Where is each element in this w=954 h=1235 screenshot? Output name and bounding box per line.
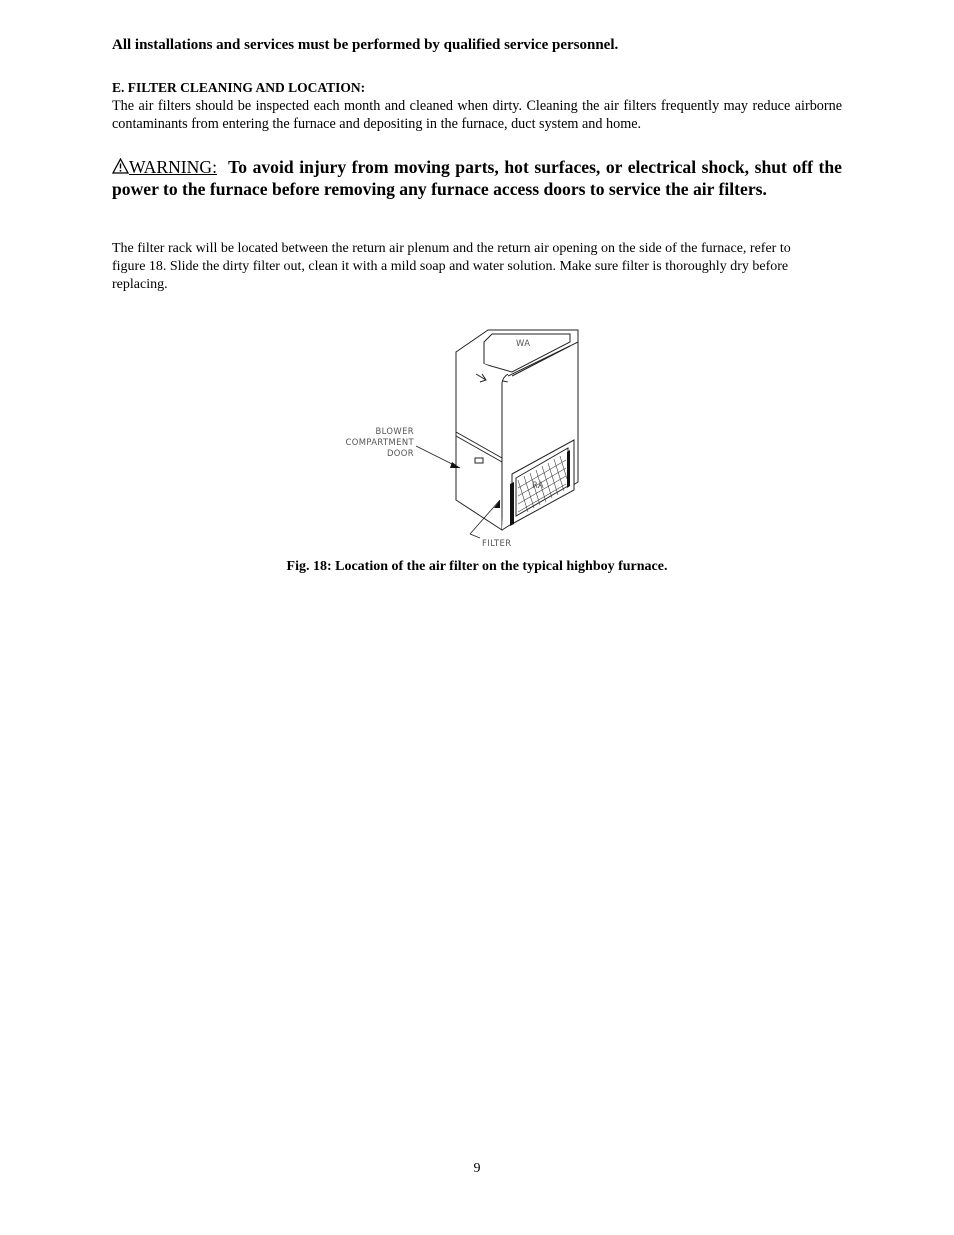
figure-caption: Fig. 18: Location of the air filter on the typical highboy furnace. bbox=[286, 559, 668, 574]
qualified-personnel-notice: All installations and services must be performed by qualified service personnel. bbox=[112, 37, 619, 53]
page-number: 9 bbox=[473, 1161, 481, 1176]
label-blower-2: COMPARTMENT bbox=[345, 437, 414, 447]
label-blower-1: BLOWER bbox=[375, 426, 414, 436]
filter-location-paragraph: The filter rack will be located between the return air plenum and the return air opening on the side of the furnace, refer to figure 18. Slide the dirty filter out, clean it with a mild soap and water solution. Make sure filter is thoroughly dry before replacing. bbox=[112, 241, 791, 292]
warning-text: To avoid injury from moving parts, hot surfaces, or electrical shock, shut off the power to the furnace before removing any furnace access doors to service the air filters. bbox=[112, 157, 842, 199]
warning-triangle-icon bbox=[112, 158, 129, 174]
furnace-diagram bbox=[334, 312, 584, 552]
furnace-figure bbox=[334, 312, 584, 552]
filter-inspection-paragraph: The air filters should be inspected each month and cleaned when dirty. Cleaning the air filters frequently may reduce airborne contaminants from entering the furnace and depositing in the furnace, duct system and home. bbox=[112, 98, 842, 132]
label-filter: FILTER bbox=[482, 538, 512, 548]
label-ra: RA bbox=[532, 480, 545, 490]
label-blower-3: DOOR bbox=[386, 448, 414, 458]
label-wa: WA bbox=[516, 338, 531, 348]
section-heading: E. FILTER CLEANING AND LOCATION: bbox=[112, 80, 366, 95]
warning-label: WARNING: bbox=[129, 157, 217, 177]
warning-block bbox=[112, 156, 842, 200]
